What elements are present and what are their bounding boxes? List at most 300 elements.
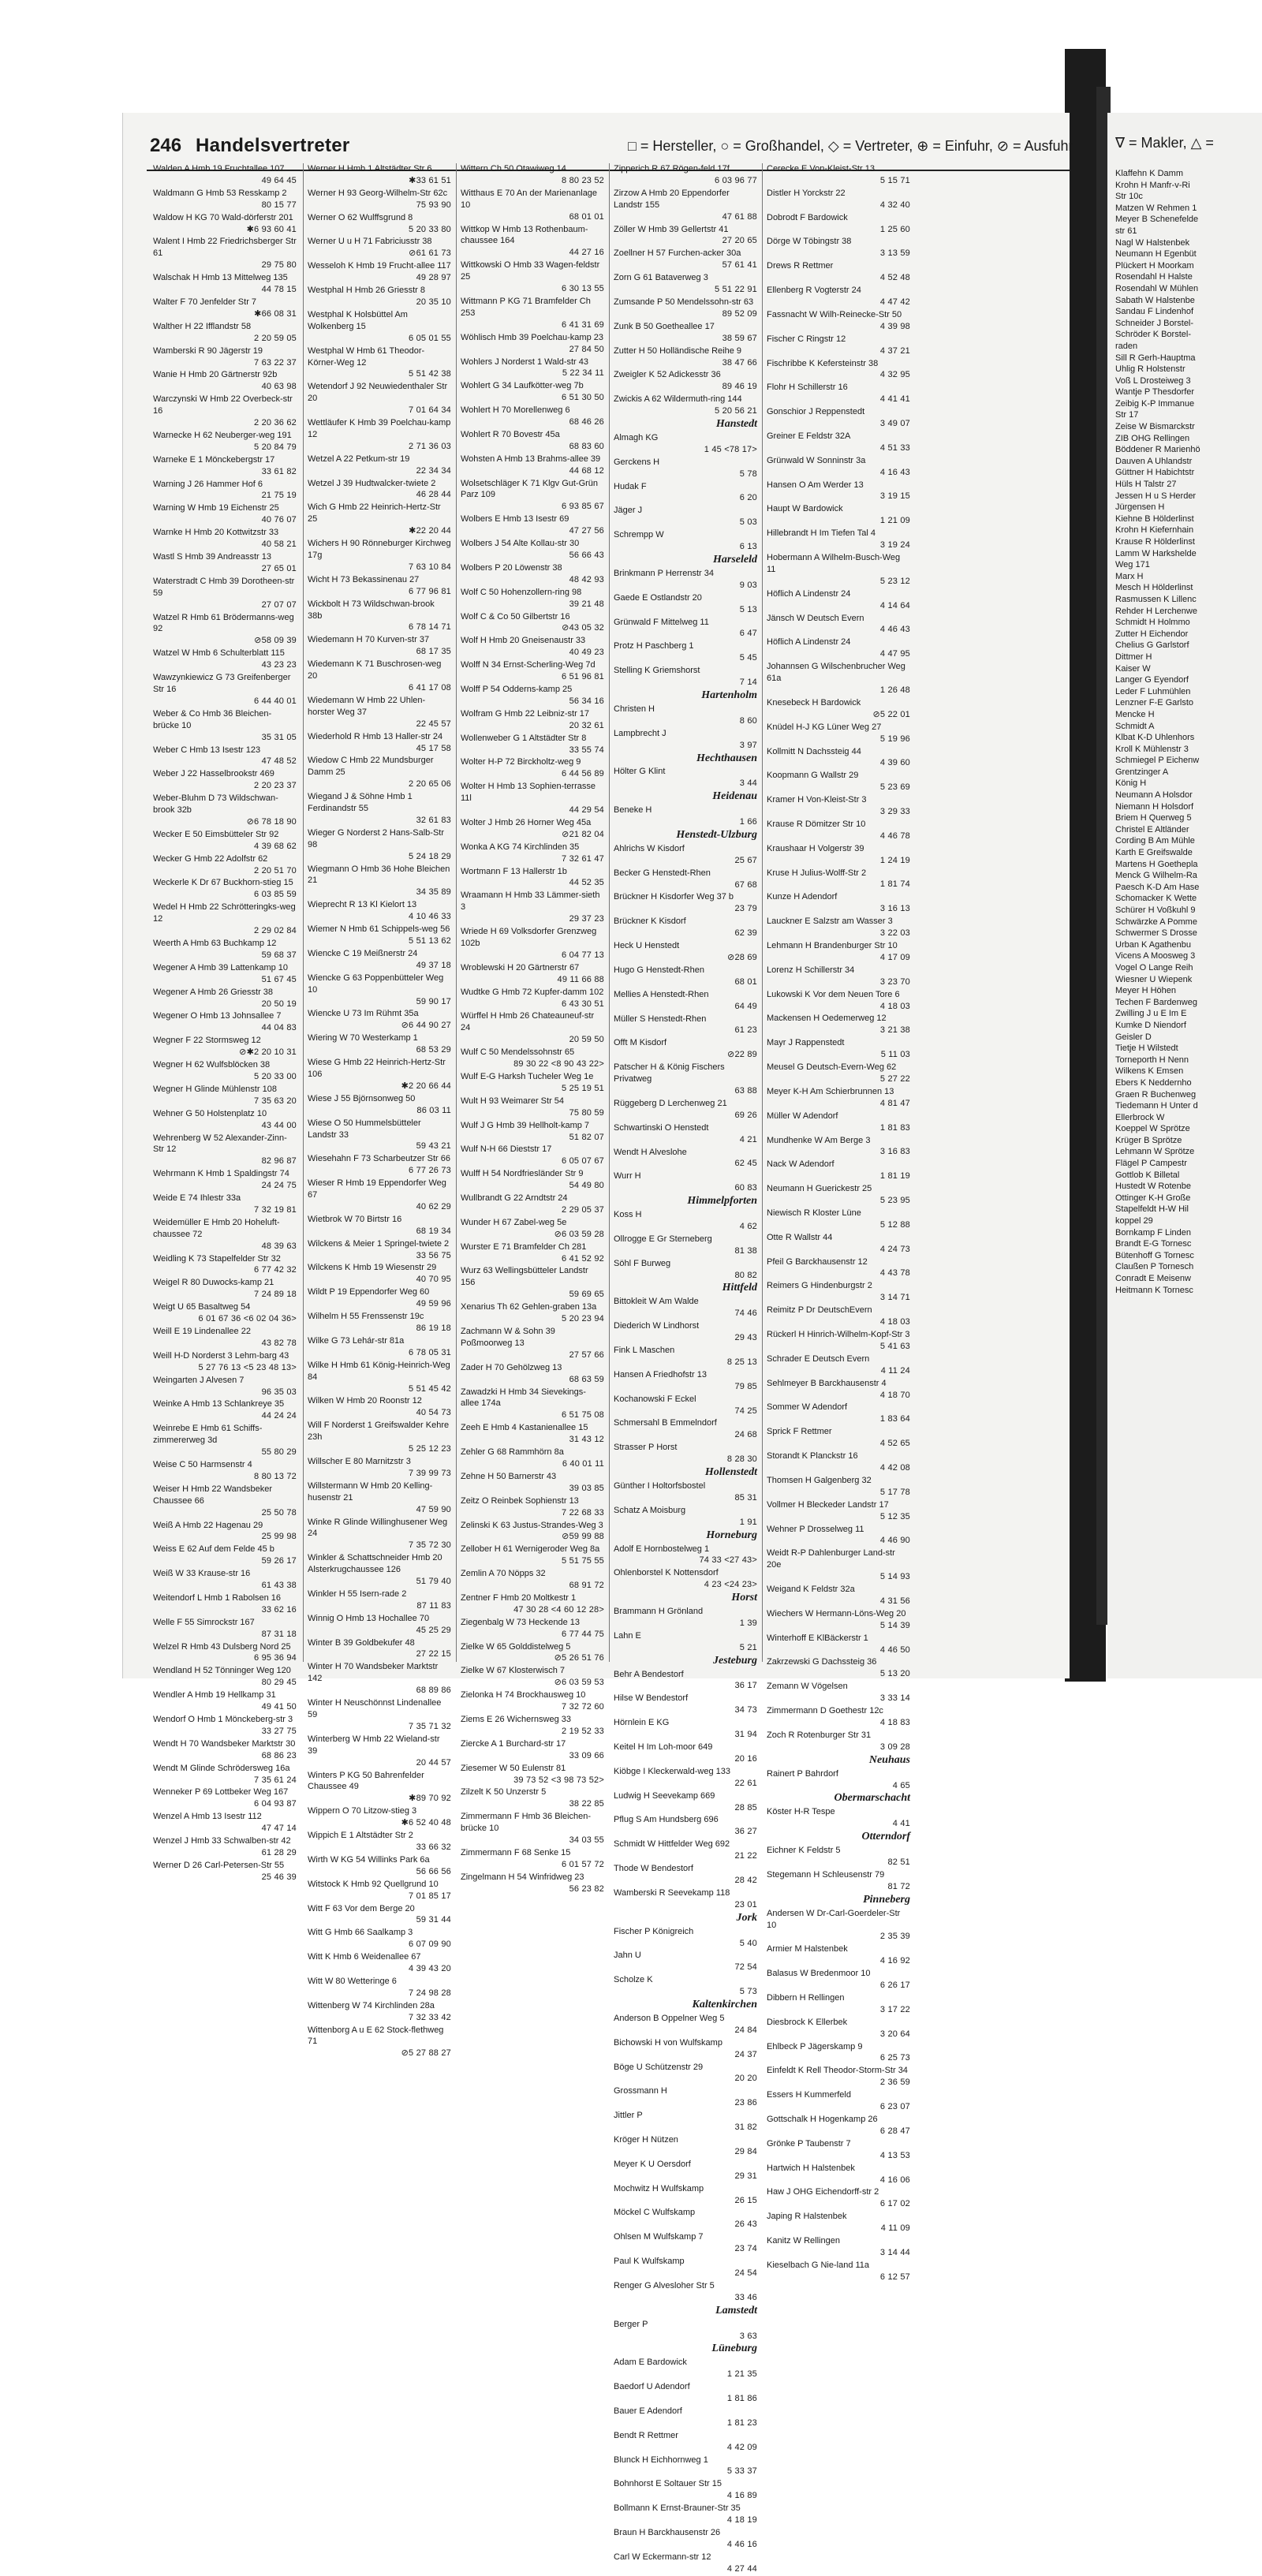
- listing-name-address: Wickbolt H 73 Wildschwan-brook 38b: [308, 599, 435, 621]
- listing-entry: [614, 2207, 757, 2231]
- listing-name-address: Wolbers P 20 Löwenstr 38: [461, 562, 562, 573]
- facing-page-line: Vogel O Lange Reih: [1115, 962, 1193, 973]
- listing-phone: 59 26 17: [261, 1556, 297, 1566]
- listing-phone: ⊘✱2 20 10 31: [239, 1047, 297, 1058]
- listing-entry: [767, 212, 910, 236]
- listing-phone: 4 52 48: [879, 273, 910, 283]
- listing-entry: [767, 1402, 910, 1425]
- listing-name-address: Haupt W Bardowick: [767, 504, 843, 514]
- listing-entry: [614, 2256, 757, 2279]
- listing-phone: 4 37 21: [879, 345, 910, 356]
- listing-phone: 86 19 18: [416, 1323, 451, 1333]
- listing-entry: [308, 1830, 451, 1854]
- listing-entry: [767, 285, 910, 308]
- listing-name-address: Müller S Henstedt-Rhen: [614, 1014, 707, 1024]
- listing-phone: 47 27 56: [569, 526, 604, 536]
- listing-phone: 27 84 50: [569, 344, 604, 354]
- listing-name-address: Eichner K Feldstr 5: [767, 1846, 841, 1856]
- listing-entry: [308, 864, 451, 899]
- listing-entry: [767, 1943, 910, 1967]
- listing-name-address: Balasus W Bredenmoor 10: [767, 1969, 871, 1979]
- listing-name-address: Weigel R 80 Duwocks-kamp 21: [153, 1278, 274, 1288]
- listing-phone: ⊘6 44 90 27: [401, 1021, 451, 1031]
- listing-phone: 8 28 30: [726, 1454, 757, 1465]
- locality-heading: Hittfeld: [722, 1282, 757, 1294]
- listing-name-address: Warning J 26 Hammer Hof 6: [153, 479, 263, 489]
- listing-name-address: Fischribbe K Kefersteinstr 38: [767, 358, 879, 368]
- listing-phone: 36 27: [734, 1827, 757, 1837]
- listing-name-address: Wecker E 50 Eimsbütteler Str 92: [153, 829, 279, 839]
- listing-entry: [461, 380, 604, 404]
- listing-name-address: Söhl F Burweg: [614, 1258, 671, 1268]
- facing-page-line: Rosendahl H Halste: [1115, 272, 1193, 282]
- listing-entry: [308, 1311, 451, 1335]
- listing-phone: ✱22 20 44: [409, 526, 451, 536]
- listing-entry: [614, 297, 757, 320]
- listing-entry: [461, 1544, 604, 1567]
- listing-entry: [614, 1417, 757, 1441]
- listing-phone: 1 91: [739, 1517, 757, 1527]
- facing-page-line: ZIB OHG Rellingen: [1115, 433, 1190, 443]
- listing-entry: [153, 1168, 297, 1192]
- listing-entry: [614, 617, 757, 640]
- listing-entry: [767, 1608, 910, 1632]
- listing-phone: 7 01 85 17: [409, 1891, 451, 1901]
- facing-page-line: Paesch K-D Am Hase: [1115, 882, 1200, 892]
- facing-page-line: Kumke D Niendorf: [1115, 1020, 1186, 1030]
- listing-entry: [153, 1326, 297, 1350]
- listing-phone: 4 47 95: [879, 649, 910, 659]
- listing-entry: [153, 648, 297, 671]
- facing-page-line: Sabath W Halstenbe: [1115, 295, 1195, 305]
- listing-name-address: Wildt P 19 Eppendorfer Weg 60: [308, 1287, 430, 1297]
- listing-phone: 2 29 05 37: [562, 1204, 604, 1215]
- listing-phone: 80 82: [734, 1270, 757, 1280]
- listing-phone: ⊘6 03 59 28: [554, 1229, 604, 1239]
- listing-name-address: Werner U u H 71 Fabriciusstr 38: [308, 237, 432, 247]
- facing-page-line: Ebers K Neddernho: [1115, 1077, 1192, 1088]
- facing-page-line: Meyer B Schenefelde: [1115, 215, 1199, 225]
- listing-entry: [614, 965, 757, 988]
- listing-entry: [153, 502, 297, 526]
- listing-phone: 6 51 96 81: [562, 672, 604, 682]
- listing-name-address: Walden A Hmb 19 Fruchtallee 107: [153, 164, 285, 174]
- listing-entry: [614, 2319, 757, 2343]
- listing-entry: [308, 1661, 451, 1697]
- facing-page-line: Krause R Hölderlinst: [1115, 537, 1195, 547]
- listing-name-address: Keitel H Im Loh-moor 649: [614, 1742, 713, 1752]
- facing-page-line: Grentzinger A: [1115, 767, 1169, 777]
- listing-entry: [767, 552, 910, 588]
- listing-entry: [767, 1845, 910, 1869]
- listing-entry: [153, 236, 297, 271]
- listing-name-address: Wirth W KG 54 Willinks Park 6a: [308, 1854, 430, 1865]
- listing-name-address: Wilken W Hmb 20 Roonstr 12: [308, 1396, 422, 1406]
- facing-page-line: Graen R Buchenweg: [1115, 1089, 1197, 1099]
- listing-entry: [308, 1951, 451, 1975]
- listing-phone: 2 19 52 33: [562, 1726, 604, 1736]
- listing-phone: 4 46 50: [879, 1645, 910, 1655]
- listing-entry: [461, 163, 604, 187]
- listing-name-address: Wolter H-P 72 Birckholtz-weg 9: [461, 757, 581, 767]
- facing-page-line: Str 10c: [1115, 192, 1143, 202]
- listing-phone: 3 14 71: [879, 1293, 910, 1303]
- facing-page-line: Hüls H Talstr 27: [1115, 480, 1177, 490]
- listing-entry: [614, 2280, 757, 2304]
- listing-name-address: Krause R Dömitzer Str 10: [767, 819, 866, 829]
- listing-entry: [153, 1193, 297, 1216]
- facing-page-line: Voß L Drosteiweg 3: [1115, 375, 1191, 386]
- listing-name-address: Kochanowski F Eckel: [614, 1394, 696, 1404]
- listing-phone: ⊘6 78 18 90: [246, 816, 297, 827]
- facing-page-line: Uhlig R Holstenstr: [1115, 364, 1185, 375]
- listing-name-address: Warnecke H 62 Neuberger-weg 191: [153, 430, 292, 440]
- listing-phone: 5 40: [739, 1938, 757, 1948]
- listing-name-address: Greiner E Feldstr 32A: [767, 431, 851, 441]
- listing-phone: 44 24 24: [261, 1411, 297, 1421]
- listing-entry: [767, 637, 910, 660]
- facing-page-line: Urban K Agathenbu: [1115, 939, 1192, 950]
- listing-phone: 20 50 19: [261, 999, 297, 1009]
- listing-name-address: Bollmann K Ernst-Brauner-Str 35: [614, 2503, 741, 2514]
- facing-page-legend: ∇ = Makler, △ =: [1115, 135, 1214, 151]
- listing-entry: [767, 1183, 910, 1207]
- listing-name-address: Weinke A Hmb 13 Schlankreye 35: [153, 1399, 285, 1409]
- listing-name-address: Wieger G Norderst 2 Hans-Salb-Str 98: [308, 827, 444, 849]
- listing-entry: [153, 430, 297, 454]
- listing-entry: [461, 962, 604, 986]
- listing-phone: 57 61 41: [722, 260, 757, 271]
- listing-entry: [153, 987, 297, 1010]
- listing-name-address: Winkler & Schattschneider Hmb 20 Alsterkrugchaussee 126: [308, 1553, 442, 1575]
- listing-entry: [308, 1214, 451, 1238]
- listing-entry: [308, 1637, 451, 1661]
- listing-name-address: Berger P: [614, 2319, 648, 2329]
- listing-name-address: Sommer W Adendorf: [767, 1402, 848, 1413]
- listing-phone: 40 70 95: [416, 1275, 451, 1285]
- listing-phone: 59 69 65: [569, 1290, 604, 1300]
- facing-page-line: Schmiegel P Eichenw: [1115, 756, 1200, 766]
- listing-phone: 4 81 47: [879, 1098, 910, 1108]
- listing-entry: [767, 431, 910, 454]
- listing-entry: [153, 297, 297, 320]
- listing-name-address: Lahn E: [614, 1630, 641, 1641]
- listing-phone: 7 22 68 33: [562, 1507, 604, 1518]
- listing-entry: [153, 1459, 297, 1483]
- listing-entry: [767, 1633, 910, 1656]
- listing-name-address: Wanie H Hmb 20 Gärtnerstr 92b: [153, 370, 278, 380]
- listing-phone: 28 85: [734, 1802, 757, 1813]
- listing-phone: 33 66 32: [416, 1842, 451, 1852]
- facing-page-line: Zeibig K-P Immanue: [1115, 398, 1195, 409]
- listing-entry: [767, 1013, 910, 1036]
- facing-page-line: Krohn H Manfr-v-Ri: [1115, 180, 1190, 190]
- listing-name-address: Winterhoff E KlBäckerstr 1: [767, 1633, 868, 1643]
- listing-phone: 38 22 85: [569, 1799, 604, 1809]
- facing-page-line: Neumann A Holsdor: [1115, 790, 1193, 801]
- facing-page-line: Gottlob K Billetal: [1115, 1170, 1180, 1180]
- listing-entry: [308, 791, 451, 827]
- listing-name-address: Winke R Glinde Willinghusener Weg 24: [308, 1517, 448, 1539]
- listing-name-address: Rückerl H Hinrich-Wilhelm-Kopf-Str 3: [767, 1330, 910, 1339]
- listing-phone: 3 21 38: [879, 1025, 910, 1036]
- facing-page-line: Sill R Gerh-Hauptma: [1115, 353, 1196, 363]
- listing-name-address: Hilse W Bendestorf: [614, 1693, 689, 1704]
- listing-entry: [614, 989, 757, 1013]
- listing-entry: [308, 163, 451, 187]
- listing-name-address: Nack W Adendorf: [767, 1159, 834, 1170]
- listing-phone: 51 79 40: [416, 1577, 451, 1587]
- listing-entry: [767, 188, 910, 211]
- listing-name-address: Ziems E 26 Wichernsweg 33: [461, 1715, 571, 1724]
- facing-page-line: Stapelfeldt H-W Hil: [1115, 1204, 1189, 1215]
- listing-phone: 33 46: [734, 2292, 757, 2302]
- listing-name-address: Schmersahl B Emmelndorf: [614, 1418, 717, 1428]
- listing-entry: [614, 1766, 757, 1790]
- listing-phone: 2 20 65 06: [409, 779, 451, 790]
- listing-phone: 5 27 76 13 <5 23 48 13>: [198, 1362, 297, 1372]
- listing-phone: 89 30 22 <8 90 43 22>: [513, 1059, 604, 1070]
- listing-name-address: Wolbers E Hmb 13 Isestr 69: [461, 514, 569, 525]
- listing-entry: [767, 770, 910, 793]
- listing-entry: [153, 793, 297, 828]
- listing-name-address: Wohsten A Hmb 13 Brahms-allee 39: [461, 454, 601, 464]
- listing-phone: 4 41 41: [879, 394, 910, 405]
- facing-page-line: Hustedt W Rotenbe: [1115, 1182, 1191, 1192]
- listing-phone: 68 53 29: [416, 1045, 451, 1055]
- listing-phone: 25 46 39: [261, 1872, 297, 1882]
- listing-phone: 44 04 83: [261, 1023, 297, 1033]
- facing-page-line: Christel E Altländer: [1115, 824, 1189, 834]
- listing-phone: 7 39 99 73: [409, 1468, 451, 1478]
- listing-entry: [153, 1375, 297, 1398]
- facing-page-line: Wiesner U Wiepenk: [1115, 974, 1193, 984]
- listing-phone: 56 66 56: [416, 1866, 451, 1876]
- listing-phone: 61 43 38: [261, 1581, 297, 1591]
- listing-phone: ✱66 08 31: [254, 308, 297, 319]
- facing-page-column: [1115, 168, 1262, 1296]
- listing-entry: [153, 1059, 297, 1083]
- listing-name-address: Zelinski K 63 Justus-Strandes-Weg 3: [461, 1520, 603, 1530]
- listing-phone: 7 35 63 20: [254, 1096, 297, 1106]
- listing-name-address: Hillebrandt H Im Tiefen Tal 4: [767, 528, 876, 539]
- listing-name-address: Pflug S Am Hundsberg 696: [614, 1815, 719, 1825]
- listing-phone: 1 81 83: [879, 1122, 910, 1133]
- listing-entry: [767, 503, 910, 527]
- listing-name-address: Diesbrock K Ellerbek: [767, 2017, 848, 2027]
- listing-name-address: Armier M Halstenbek: [767, 1944, 848, 1954]
- facing-page-line: Conradt E Meisenw: [1115, 1274, 1191, 1283]
- listing-name-address: Ludwig H Seevekamp 669: [614, 1790, 715, 1801]
- listing-name-address: Adam E Bardowick: [614, 2358, 687, 2368]
- listing-phone: 56 66 43: [569, 551, 604, 560]
- listing-name-address: Weigt U 65 Basaltweg 54: [153, 1302, 251, 1312]
- listing-phone: ⊘5 27 88 27: [401, 2048, 451, 2059]
- facing-page-line: Rasmussen K Lillenc: [1115, 594, 1197, 604]
- listing-entry: [461, 1010, 604, 1046]
- listing-name-address: Wudtke G Hmb 72 Kupfer-damm 102: [461, 987, 604, 997]
- listing-name-address: Wilke G 73 Lehár-str 81a: [308, 1335, 405, 1346]
- listing-phone: 4 46 16: [726, 2539, 757, 2549]
- listing-name-address: Höflich A Lindenstr 24: [767, 588, 851, 599]
- listing-name-address: Zimmermann F Hmb 36 Bleichen-brücke 10: [461, 1812, 592, 1834]
- listing-entry: [614, 481, 757, 505]
- listing-name-address: Zehne H 50 Barnerstr 43: [461, 1471, 557, 1481]
- facing-page-line: Klaffehn K Damm: [1115, 169, 1184, 178]
- listing-entry: [767, 1656, 910, 1680]
- listing-name-address: Wippich E 1 Altstädter Str 2: [308, 1831, 413, 1841]
- listing-name-address: Niewisch R Kloster Lüne: [767, 1208, 861, 1218]
- listing-name-address: Walschak H Hmb 13 Mittelweg 135: [153, 273, 288, 283]
- listing-entry: [614, 1630, 757, 1654]
- listing-name-address: Scholze K: [614, 1975, 653, 1985]
- listing-name-address: Zemlin A 70 Nöpps 32: [461, 1569, 546, 1579]
- listing-entry: [461, 224, 604, 259]
- listing-phone: 2 20 36 62: [254, 418, 297, 428]
- listing-entry: [153, 1714, 297, 1738]
- listing-entry: [308, 599, 451, 634]
- listing-phone: 6 13: [739, 542, 757, 552]
- listing-entry: [614, 1567, 757, 1591]
- listing-entry: [461, 817, 604, 841]
- listing-phone: 20 59 50: [569, 1035, 604, 1045]
- listing-name-address: Wulf N-H 66 Dieststr 17: [461, 1144, 552, 1155]
- listing-name-address: Wiedemann W Hmb 22 Uhlen-horster Weg 37: [308, 695, 426, 717]
- listing-phone: 4 39 68 62: [254, 841, 297, 851]
- facing-page-line: Mesch H Hölderlinst: [1115, 583, 1193, 593]
- listing-entry: [308, 827, 451, 863]
- listing-entry: [461, 781, 604, 816]
- listing-phone: 67 68: [734, 879, 757, 890]
- listing-name-address: Weber-Bluhm D 73 Wildschwan-brook 32b: [153, 793, 278, 816]
- listing-name-address: Wich G Hmb 22 Heinrich-Hertz-Str 25: [308, 502, 441, 525]
- listing-entry: [308, 417, 451, 453]
- listing-phone: 28 42: [734, 1875, 757, 1885]
- locality-heading: Jesteburg: [713, 1654, 757, 1667]
- facing-page-line: Lehmann W Sprötze: [1115, 1147, 1195, 1157]
- facing-page-line: Str 17: [1115, 410, 1139, 420]
- listing-name-address: Wulf J G Hmb 39 Hellholt-kamp 7: [461, 1120, 590, 1130]
- listing-name-address: Wedel H Hmb 22 Schrötteringks-weg 12: [153, 902, 296, 924]
- listing-entry: [614, 2231, 757, 2255]
- listing-name-address: Wesseloh K Hmb 19 Frucht-allee 117: [308, 261, 451, 271]
- listing-entry: [767, 1305, 910, 1328]
- listing-name-address: Wegener O Hmb 13 Johnsallee 7: [153, 1011, 282, 1021]
- listing-entry: [308, 2000, 451, 2024]
- listing-name-address: Schatz A Moisburg: [614, 1505, 686, 1515]
- listing-name-address: Zakrzewski G Dachssteig 36: [767, 1657, 877, 1667]
- facing-page-line: Lamm W Harkshelde: [1115, 548, 1197, 558]
- listing-phone: 4 18 03: [879, 1001, 910, 1011]
- listing-name-address: Wiedow C Hmb 22 Mundsburger Damm 25: [308, 756, 434, 778]
- listing-entry: [614, 1544, 757, 1567]
- listing-phone: 1 24 19: [879, 855, 910, 865]
- listing-entry: [153, 1217, 297, 1253]
- listing-name-address: Adolf E Hornbostelweg 1: [614, 1544, 710, 1554]
- listing-phone: ⊘59 99 88: [562, 1532, 604, 1542]
- listing-entry: [767, 1378, 910, 1402]
- listing-name-address: Weber J 22 Hasselbrookstr 469: [153, 769, 274, 779]
- listing-phone: 5 15 71: [879, 175, 910, 185]
- listing-phone: 3 19 15: [879, 491, 910, 502]
- listing-phone: 23 86: [734, 2098, 757, 2108]
- listing-phone: 6 41 52 92: [562, 1253, 604, 1264]
- listing-phone: 61 23: [734, 1025, 757, 1036]
- listing-name-address: Wettläufer K Hmb 39 Poelchau-kamp 12: [308, 418, 451, 439]
- listing-phone: 1 39: [739, 1618, 757, 1628]
- listing-phone: 5 20 56 21: [715, 406, 757, 416]
- listing-entry: [767, 613, 910, 637]
- listing-name-address: Ziercke A 1 Burchard-str 17: [461, 1738, 566, 1749]
- listing-phone: 29 43: [734, 1333, 757, 1343]
- listing-name-address: Zweigler K 52 Adickesstr 36: [614, 370, 721, 380]
- listing-phone: 32 61 83: [416, 815, 451, 825]
- listing-phone: 31 82: [734, 2122, 757, 2133]
- listing-entry: [614, 2552, 757, 2575]
- listing-entry: [614, 2381, 757, 2405]
- listing-column-4: [614, 163, 757, 2576]
- listing-name-address: Zellober H 61 Wernigeroder Weg 8a: [461, 1544, 600, 1555]
- listing-entry: [153, 1568, 297, 1592]
- listing-entry: [461, 756, 604, 780]
- listing-entry: [153, 1835, 297, 1859]
- listing-name-address: Vollmer H Bleckeder Landstr 17: [767, 1499, 889, 1510]
- listing-name-address: Gaede E Ostlandstr 20: [614, 592, 702, 603]
- listing-entry: [767, 794, 910, 818]
- listing-phone: 33 55 74: [569, 745, 604, 755]
- listing-name-address: Zentner F Hmb 20 Moltkestr 1: [461, 1592, 577, 1603]
- listing-phone: 6 41 31 69: [562, 319, 604, 330]
- listing-entry: [614, 1394, 757, 1417]
- listing-name-address: Wiegand J & Söhne Hmb 1 Ferdinandstr 55: [308, 792, 413, 814]
- listing-phone: 59 68 37: [261, 950, 297, 960]
- listing-name-address: Zimmermann D Goethestr 12c: [767, 1706, 883, 1716]
- listing-name-address: Zielonka H 74 Brockhausweg 10: [461, 1690, 586, 1701]
- facing-page-line: Kiehne B Hölderlinst: [1115, 513, 1194, 524]
- listing-name-address: Wehner G 50 Holstenplatz 10: [153, 1108, 267, 1118]
- listing-entry: [767, 1499, 910, 1523]
- listing-name-address: Ahlrichs W Kisdorf: [614, 843, 685, 853]
- listing-entry: [767, 1869, 910, 1893]
- listing-entry: [461, 1665, 604, 1689]
- listing-entry: [153, 1010, 297, 1034]
- locality-heading: Otterndorf: [861, 1831, 910, 1843]
- facing-page-line: Krohn H Kiefernhain: [1115, 525, 1194, 536]
- listing-entry: [308, 1395, 451, 1419]
- listing-phone: ⊘58 09 39: [254, 636, 297, 646]
- listing-entry: [308, 1057, 451, 1092]
- listing-entry: [767, 1450, 910, 1474]
- facing-page-line: Sandau F Lindenhof: [1115, 307, 1194, 317]
- listing-phone: 6 01 57 72: [562, 1859, 604, 1869]
- listing-name-address: Weidemüller E Hmb 20 Hoheluft-chaussee 72: [153, 1217, 280, 1239]
- listing-name-address: Wiedemann H 70 Kurven-str 37: [308, 635, 430, 645]
- facing-page-line: Weg 171: [1115, 560, 1150, 570]
- facing-page-line: Zutter H Eichendor: [1115, 629, 1189, 639]
- listing-phone: 4 24 73: [879, 1244, 910, 1254]
- listing-entry: [308, 1480, 451, 1516]
- listing-phone: 6 12 57: [879, 2272, 910, 2282]
- listing-entry: [614, 432, 757, 456]
- listing-name-address: Behr A Bendestorf: [614, 1669, 684, 1679]
- listing-name-address: Lehmann H Brandenburger Str 10: [767, 941, 898, 950]
- listing-entry: [153, 321, 297, 345]
- listing-name-address: Weidling K 73 Stapelfelder Str 32: [153, 1253, 281, 1264]
- listing-entry: [461, 1265, 604, 1301]
- listing-name-address: Kramer H Von-Kleist-Str 3: [767, 795, 867, 805]
- facing-page-line: Martens H Goethepla: [1115, 859, 1198, 869]
- listing-entry: [614, 345, 757, 369]
